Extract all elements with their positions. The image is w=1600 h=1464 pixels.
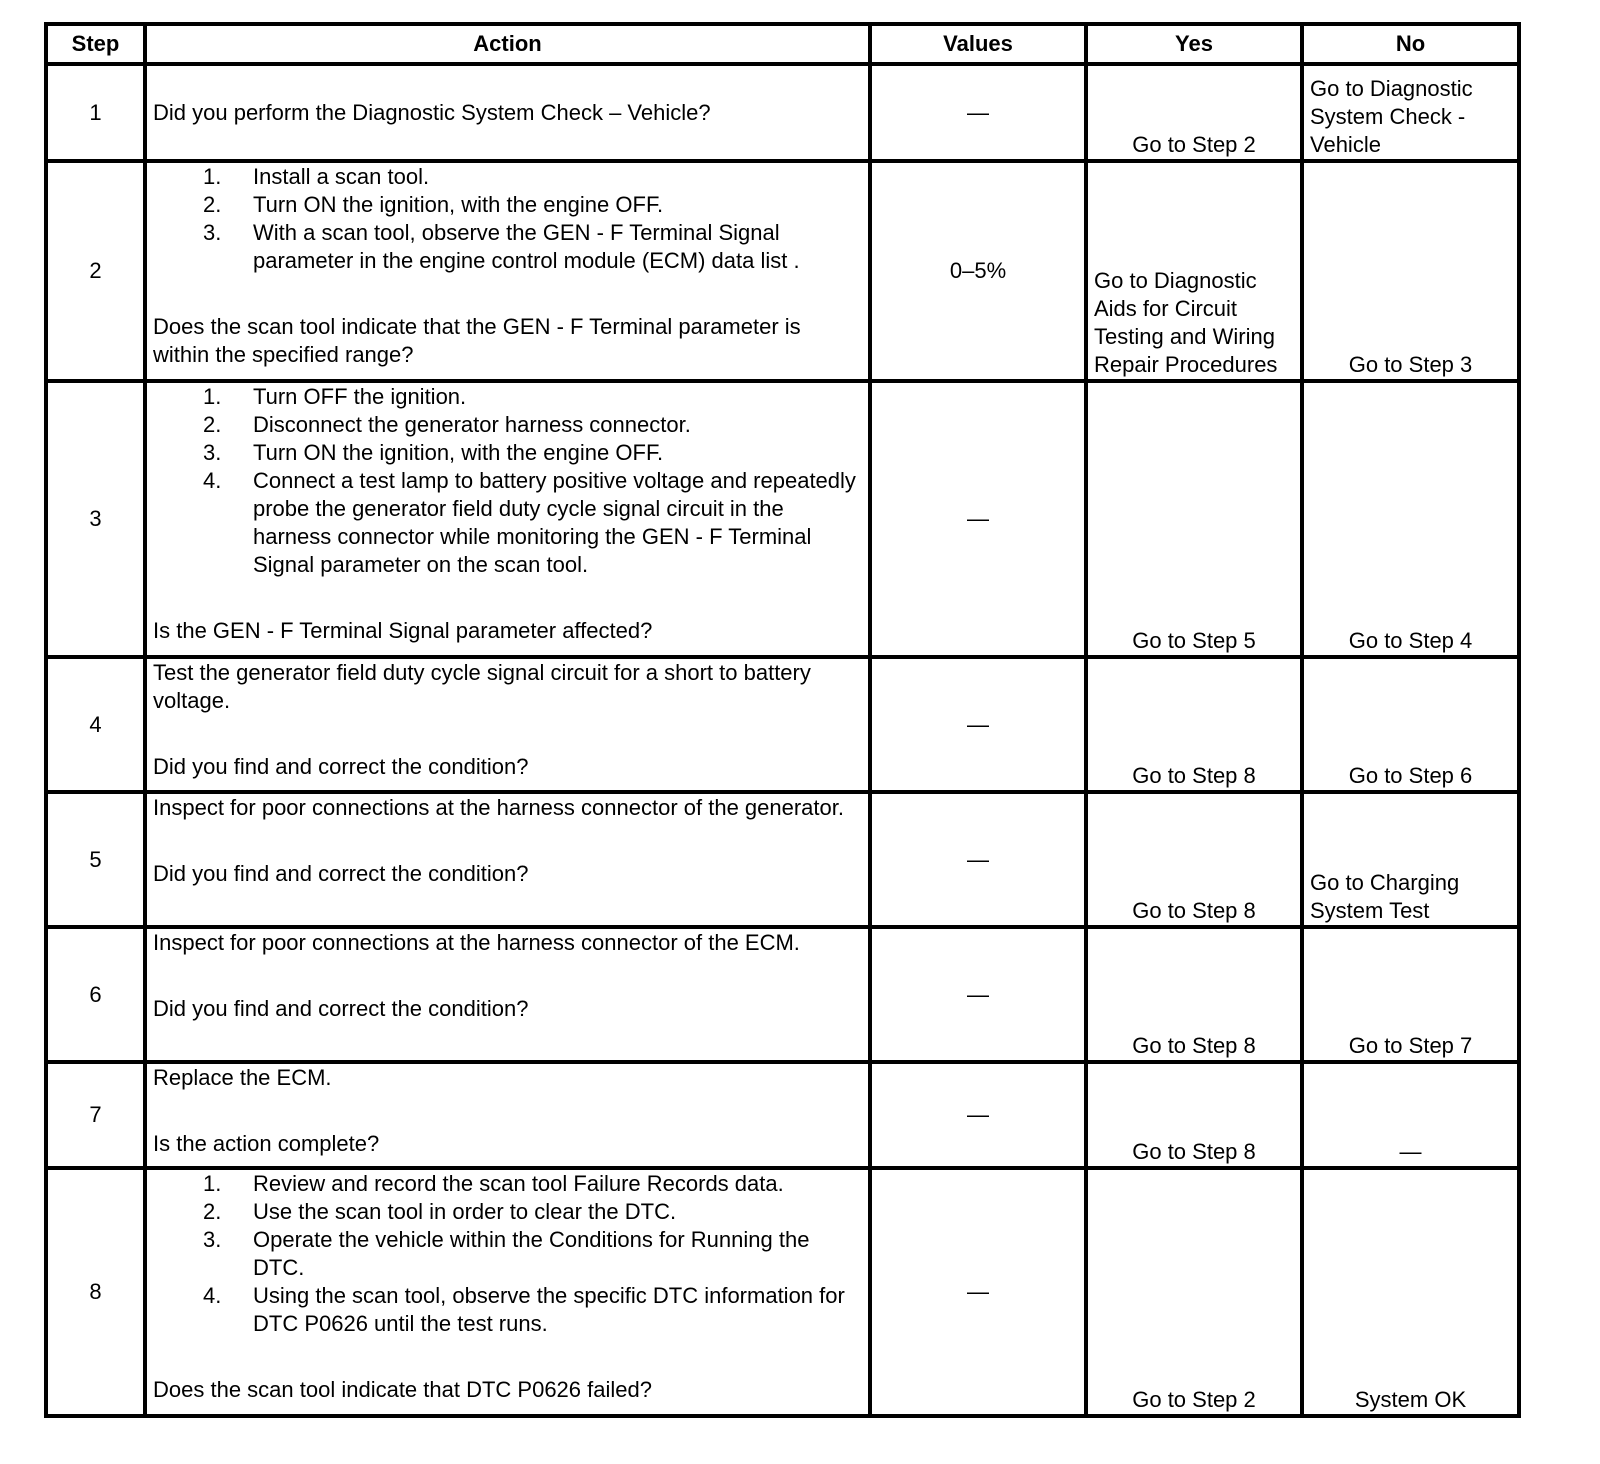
step-number: 5 (46, 792, 145, 927)
action-step: Turn ON the ignition, with the engine OFF. (253, 440, 664, 465)
header-yes: Yes (1086, 24, 1302, 64)
action-cell (145, 161, 870, 381)
step-number: 6 (46, 927, 145, 1062)
action-text: Test the generator field duty cycle signal circuit for a short to battery voltage. (153, 660, 811, 713)
action-cell (145, 927, 870, 1062)
value-cell: — (870, 927, 1086, 1062)
yes-cell: Go to Step 5 (1086, 381, 1302, 657)
action-steps (153, 383, 862, 579)
action-question: Is the action complete? (153, 1131, 380, 1156)
table-row (46, 1062, 1519, 1168)
no-cell: Go to Charging System Test (1302, 792, 1519, 927)
step-number: 4 (46, 657, 145, 792)
yes-cell: Go to Step 2 (1086, 64, 1302, 161)
action-cell (145, 792, 870, 927)
yes-cell: Go to Step 8 (1086, 792, 1302, 927)
action-step: Use the scan tool in order to clear the DTC. (253, 1199, 677, 1224)
diagnostic-table (44, 22, 1521, 1418)
step-number: 3 (46, 381, 145, 657)
action-step: Using the scan tool, observe the specific DTC information for DTC P0626 until the test runs. (253, 1283, 845, 1336)
action-text: Did you perform the Diagnostic System Check – Vehicle? (153, 99, 711, 125)
header-row (46, 24, 1519, 64)
action-question: Does the scan tool indicate that DTC P0626 failed? (153, 1377, 652, 1402)
no-cell: — (1302, 1062, 1519, 1168)
action-cell (145, 1168, 870, 1416)
action-steps (153, 1170, 862, 1338)
value-cell: — (870, 657, 1086, 792)
action-step: Review and record the scan tool Failure Records data. (253, 1171, 784, 1196)
step-number: 8 (46, 1168, 145, 1416)
table-row (46, 927, 1519, 1062)
value-cell: — (870, 64, 1086, 161)
action-cell (145, 381, 870, 657)
table-row (46, 657, 1519, 792)
yes-cell: Go to Step 8 (1086, 657, 1302, 792)
action-question: Did you find and correct the condition? (153, 996, 529, 1021)
no-cell: Go to Step 3 (1302, 161, 1519, 381)
value-cell: — (870, 1168, 1086, 1416)
value-cell: — (870, 381, 1086, 657)
value-cell: — (870, 1062, 1086, 1168)
yes-cell: Go to Diagnostic Aids for Circuit Testing and Wiring Repair Procedures (1086, 161, 1302, 381)
action-cell (145, 657, 870, 792)
action-step: Disconnect the generator harness connector. (253, 412, 691, 437)
action-question: Is the GEN - F Terminal Signal parameter affected? (153, 618, 653, 643)
step-number: 2 (46, 161, 145, 381)
action-step: Turn ON the ignition, with the engine OFF. (253, 192, 664, 217)
no-cell: System OK (1302, 1168, 1519, 1416)
action-steps (153, 163, 862, 275)
action-step: Install a scan tool. (253, 164, 430, 189)
action-text: Replace the ECM. (153, 1065, 332, 1090)
yes-cell: Go to Step 2 (1086, 1168, 1302, 1416)
no-cell: Go to Step 6 (1302, 657, 1519, 792)
step-number: 7 (46, 1062, 145, 1168)
no-cell: Go to Step 7 (1302, 927, 1519, 1062)
action-cell (145, 64, 870, 161)
no-cell: Go to Diagnostic System Check - Vehicle (1302, 64, 1519, 161)
header-step: Step (46, 24, 145, 64)
yes-cell: Go to Step 8 (1086, 1062, 1302, 1168)
table-row (46, 1168, 1519, 1416)
header-no: No (1302, 24, 1519, 64)
action-question: Did you find and correct the condition? (153, 861, 529, 886)
action-text: Inspect for poor connections at the harness connector of the generator. (153, 795, 844, 820)
action-step: Turn OFF the ignition. (253, 384, 467, 409)
header-values: Values (870, 24, 1086, 64)
table-row (46, 381, 1519, 657)
yes-cell: Go to Step 8 (1086, 927, 1302, 1062)
action-question: Did you find and correct the condition? (153, 754, 529, 779)
table-row (46, 64, 1519, 161)
action-cell (145, 1062, 870, 1168)
action-step: Operate the vehicle within the Conditions for Running the DTC. (253, 1227, 810, 1280)
value-cell: — (870, 792, 1086, 927)
header-action: Action (145, 24, 870, 64)
value-cell: 0–5% (870, 161, 1086, 381)
table-row (46, 792, 1519, 927)
step-number: 1 (46, 64, 145, 161)
action-step: Connect a test lamp to battery positive voltage and repeatedly probe the generator field duty cycle signal circuit in the harness connector while monitoring the GEN - F Terminal Signal parameter on the scan tool. (253, 468, 856, 577)
action-text: Inspect for poor connections at the harness connector of the ECM. (153, 930, 800, 955)
action-step: With a scan tool, observe the GEN - F Terminal Signal parameter in the engine control module (ECM) data list . (253, 220, 800, 273)
action-question: Does the scan tool indicate that the GEN - F Terminal parameter is within the specified range? (153, 314, 801, 367)
no-cell: Go to Step 4 (1302, 381, 1519, 657)
table-row (46, 161, 1519, 381)
